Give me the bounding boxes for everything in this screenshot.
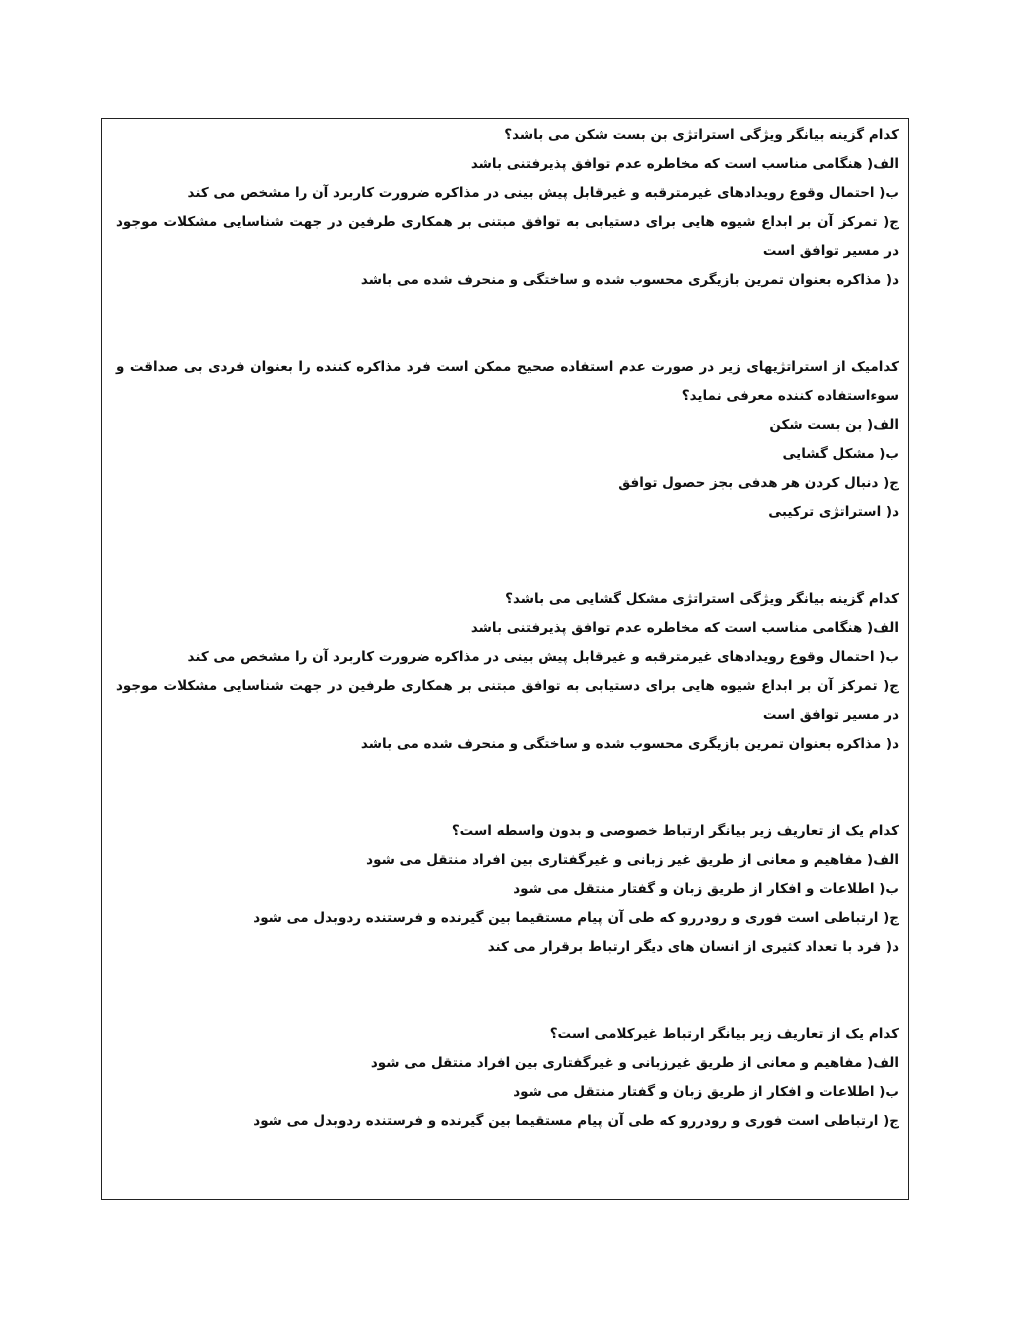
question-3-stem: کدام گزینه بیانگر ویژگی استراتژی مشکل گشایی می باشد؟ [505, 591, 899, 607]
question-4-option-a: الف( مفاهیم و معانی از طریق غیر زبانی و غیرگفتاری بین افراد منتقل می شود [366, 852, 899, 868]
question-1-option-c: ج( تمرکز آن بر ابداع شیوه هایی برای دستیابی به توافق مبتنی بر همکاری طرفین در جهت شناسایی مشکلات موجود در مسیر توافق است [116, 214, 899, 259]
question-1-option-b: ب( احتمال وقوع رویدادهای غیرمترقبه و غیرقابل پیش بینی در مذاکره ضرورت کاربرد آن را مشخص می کند [187, 185, 899, 201]
question-1-stem: کدام گزینه بیانگر ویژگی استراتژی بن بست شکن می باشد؟ [504, 127, 899, 143]
question-4-stem: کدام یک از تعاریف زیر بیانگر ارتباط خصوصی و بدون واسطه است؟ [451, 823, 899, 839]
question-3 [116, 585, 899, 759]
question-5-stem: کدام یک از تعاریف زیر بیانگر ارتباط غیرکلامی است؟ [549, 1026, 899, 1042]
question-2-stem: کدامیک از استراتژیهای زیر در صورت عدم استفاده صحیح ممکن است فرد مذاکره کننده را بعنوان فردی بی صداقت و سوءاستفاده کننده معرفی نماید؟ [116, 359, 899, 404]
question-box [101, 118, 909, 1200]
question-1-option-d: د( مذاکره بعنوان تمرین بازیگری محسوب شده و ساختگی و منحرف شده می باشد [360, 272, 899, 288]
question-list [102, 121, 908, 1136]
question-2-option-d: د( استراتژی ترکیبی [768, 504, 899, 520]
question-3-option-a: الف( هنگامی مناسب است که مخاطره عدم توافق پذیرفتنی باشد [470, 620, 899, 636]
question-2-option-c: ج( دنبال کردن هر هدفی بجز حصول توافق [618, 475, 899, 491]
question-5-option-b: ب( اطلاعات و افکار از طریق زبان و گفتار منتقل می شود [513, 1084, 899, 1100]
question-4-option-c: ج( ارتباطی است فوری و رودررو که طی آن پیام مستقیما بین گیرنده و فرستنده ردوبدل می شود [253, 910, 899, 926]
question-2-option-a: الف( بن بست شکن [769, 417, 899, 433]
question-1-option-a: الف( هنگامی مناسب است که مخاطره عدم توافق پذیرفتنی باشد [470, 156, 899, 172]
question-4-option-b: ب( اطلاعات و افکار از طریق زبان و گفتار منتقل می شود [513, 881, 899, 897]
question-5 [116, 1020, 899, 1136]
question-3-option-c: ج( تمرکز آن بر ابداع شیوه هایی برای دستیابی به توافق مبتنی بر همکاری طرفین در جهت شناسایی مشکلات موجود در مسیر توافق است [116, 678, 899, 723]
question-3-option-d: د( مذاکره بعنوان تمرین بازیگری محسوب شده و ساختگی و منحرف شده می باشد [360, 736, 899, 752]
question-2-option-b: ب( مشکل گشایی [782, 446, 899, 462]
question-4-option-d: د( فرد با تعداد کثیری از انسان های دیگر ارتباط برقرار می کند [487, 939, 899, 955]
question-5-option-a: الف( مفاهیم و معانی از طریق غیرزبانی و غیرگفتاری بین افراد منتقل می شود [370, 1055, 899, 1071]
question-3-option-b: ب( احتمال وقوع رویدادهای غیرمترقبه و غیرقابل پیش بینی در مذاکره ضرورت کاربرد آن را مشخص می کند [187, 649, 899, 665]
question-1 [116, 121, 899, 295]
question-2 [116, 353, 899, 527]
question-5-option-c: ج( ارتباطی است فوری و رودررو که طی آن پیام مستقیما بین گیرنده و فرستنده ردوبدل می شود [253, 1113, 899, 1129]
question-4 [116, 817, 899, 962]
